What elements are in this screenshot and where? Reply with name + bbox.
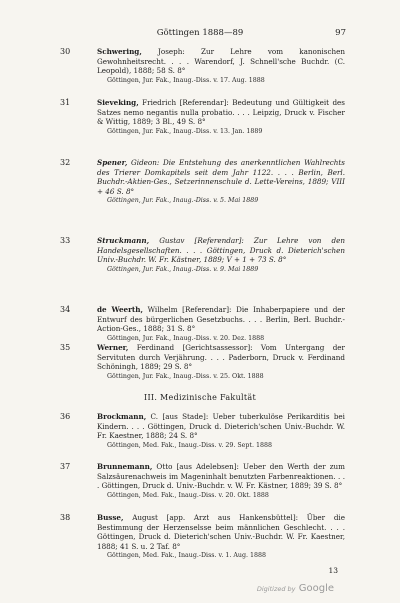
- entry-number: 34: [60, 305, 71, 314]
- entry-author: Schwering,: [97, 47, 142, 56]
- digitization-watermark: [257, 583, 334, 594]
- entry-author: Spener,: [97, 158, 128, 167]
- section-heading: III. Medizinische Fakultät: [143, 393, 256, 402]
- entry-number: 38: [60, 513, 71, 522]
- entry-body: [97, 47, 345, 85]
- entry-note: Göttingen, Med. Fak., Inaug.-Diss. v. 29. Sept. 1888: [107, 441, 272, 449]
- entry-body: [97, 305, 345, 343]
- entry-note: Göttingen, Med. Fak., Inaug.-Diss. v. 20. Okt. 1888: [107, 491, 269, 499]
- page-number: 97: [335, 28, 346, 38]
- entry-number: 32: [60, 158, 71, 167]
- entry-note: Göttingen, Jur. Fak., Inaug.-Diss. v. 20. Dez. 1888: [107, 334, 265, 342]
- entry-note: Göttingen, Jur. Fak., Inaug.-Diss. v. 17. Aug. 1888: [107, 76, 265, 84]
- entry-body: [97, 412, 345, 450]
- entry-number: 36: [60, 412, 71, 421]
- running-title: Göttingen 1888—89: [156, 28, 244, 38]
- entry-number: 37: [60, 462, 71, 471]
- entry-note: Göttingen, Jur. Fak., Inaug.-Diss. v. 25. Okt. 1888: [107, 372, 264, 380]
- entry-body: [97, 236, 345, 274]
- entry-text: August [app. Arzt aus Hankensbüttel]: Über die Bestimmung der Herzenselsse beim männlichen Geschlecht. . . . Göttingen, Druck d. Dieterich'schen Univ.-Buchdr. W. Fr. Kaestner, 1888; 41 S. u. 2 Taf. 8°: [97, 513, 345, 551]
- entry-number: 31: [60, 98, 71, 107]
- entry-number: 33: [60, 236, 71, 245]
- page-header: [0, 28, 400, 42]
- entry-text: Joseph: Zur Lehre vom kanonischen Gewohnheitsrecht. . . . Warendorf, J. Schnell'sche Buchdr. (C. Leopold), 1888; 58 S. 8°: [97, 47, 345, 76]
- entry-text: Otto [aus Adelebsen]: Ueber den Werth der zum Salzsäurenachweis im Mageninhalt benutzten Farbenreaktionen. . . . Göttingen, Druck d. Univ.-Buchdr. v. W. Fr. Kästner, 1889; 39 S. 8°: [97, 462, 345, 491]
- entry-text: Friedrich [Referendar]: Bedeutung und Gültigkeit des Satzes nemo negantis nulla probatio. . . . Leipzig, Druck v. Fischer & Wittig, 1889; 3 Bl., 49 S. 8°: [97, 98, 345, 127]
- entry-note: Göttingen, Jur. Fak., Inaug.-Diss. v. 5. Mai 1889: [107, 197, 259, 205]
- watermark-brand: Google: [298, 583, 334, 594]
- entry-body: [97, 513, 345, 561]
- entry-note: Göttingen, Jur. Fak., Inaug.-Diss. v. 13. Jan. 1889: [107, 127, 263, 135]
- entry-body: [97, 98, 345, 136]
- entry-note: Göttingen, Med. Fak., Inaug.-Diss. v. 1. Aug. 1888: [107, 552, 267, 560]
- signature-mark: 13: [328, 566, 338, 575]
- entry-author: Brockmann,: [97, 412, 147, 421]
- entry-text: Gustav [Referendar]: Zur Lehre von den Handelsgesellschaften. . . . Göttingen, Druck d. Dieterich'schen Univ.-Buchdr. W. Fr. Kästner, 1889; V + 1 + 73 S. 8°: [97, 236, 345, 265]
- entry-note: Göttingen, Jur. Fak., Inaug.-Diss. v. 9. Mai 1889: [107, 265, 259, 273]
- entry-body: [97, 462, 345, 500]
- entry-author: de Weerth,: [97, 305, 143, 314]
- entry-body: [97, 158, 345, 206]
- entry-author: Werner,: [97, 343, 129, 352]
- entry-text: C. [aus Stade]: Ueber tuberkulöse Perikarditis bei Kindern. . . . Göttingen, Druck d. Dieterich'schen Univ.-Buchdr. W. Fr. Kaestner, 1888; 24 S. 8°: [97, 412, 345, 441]
- entry-number: 35: [60, 343, 71, 352]
- entry-text: Ferdinand [Gerichtsassessor]: Vom Untergang der Servituten durch Verjährung. . . . Paderborn, Druck v. Ferdinand Schöningh, 1889; 29 S. 8°: [97, 343, 345, 372]
- entry-text: Wilhelm [Referendar]: Die Inhaberpapiere und der Entwurf des bürgerlichen Gesetzbuchs. . . . Berlin, Berl. Buchdr.-Action-Ges., 1888; 31 S. 8°: [97, 305, 345, 334]
- watermark-prefix: Digitized by: [256, 585, 296, 593]
- entry-body: [97, 343, 345, 381]
- entry-author: Struckmann,: [97, 236, 150, 245]
- entry-author: Busse,: [97, 513, 124, 522]
- entry-number: 30: [60, 47, 71, 56]
- entry-text: Gideon: Die Entstehung des anerkenntlichen Wahlrechts des Trierer Domkapitels seit dem Jahr 1122. . . . Berlin, Berl. Buchdr.-Aktien-Ges., Setzerinnenschule d. Lette-Vereins, 1889; VIII + 46 S. 8°: [97, 158, 345, 196]
- entry-author: Sieveking,: [97, 98, 139, 107]
- entry-author: Brunnemann,: [97, 462, 153, 471]
